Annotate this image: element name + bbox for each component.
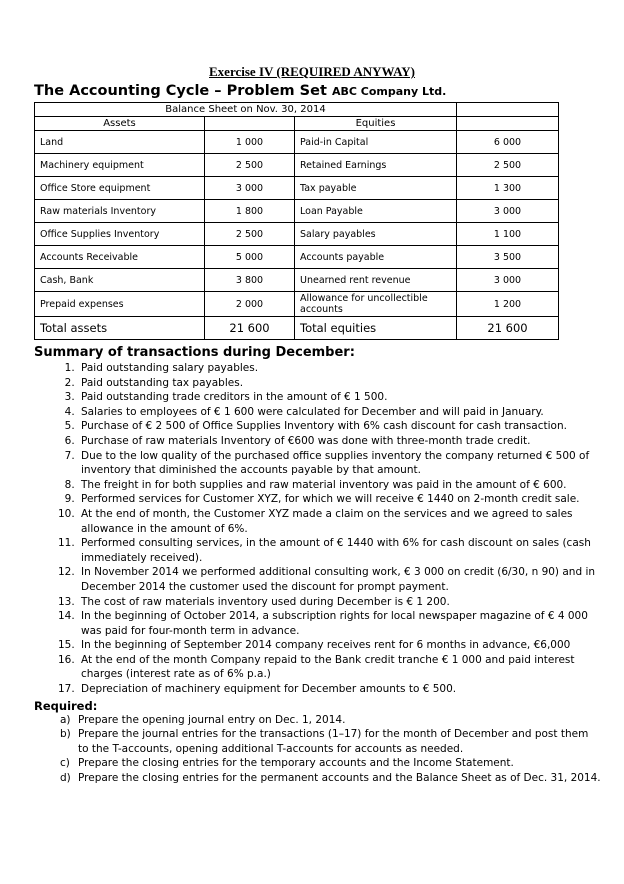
equities-column-header: Equities — [295, 117, 457, 131]
list-item: 12. In November 2014 we performed additional consulting work, € 3 000 on credit (6/30, n 90) and in December 2014 the customer used the discount for prompt payment. — [78, 565, 602, 594]
list-item: 15. In the beginning of September 2014 company receives rent for 6 months in advance, €6,000 — [78, 638, 602, 653]
required-list — [34, 713, 602, 786]
equity-value-cell: 1 100 — [457, 223, 559, 246]
total-assets-label: Total assets — [35, 317, 205, 340]
list-item: 14. In the beginning of October 2014, a subscription rights for local newspaper magazine of € 4 000 was paid for four-month term in advance. — [78, 609, 602, 638]
total-assets-value: 21 600 — [205, 317, 295, 340]
equities-value-header-empty — [457, 117, 559, 131]
transactions-heading: Summary of transactions during December: — [34, 345, 355, 360]
list-item: 2. Paid outstanding tax payables. — [78, 376, 602, 391]
required-item-label: a) — [60, 713, 71, 726]
asset-name-cell: Land — [35, 131, 205, 154]
equity-value-cell: 1 200 — [457, 292, 559, 317]
list-item: 11. Performed consulting services, in the amount of € 1440 with 6% for cash discount on sales (cash immediately received). — [78, 536, 602, 565]
list-item: 16. At the end of the month Company repaid to the Bank credit tranche € 1 000 and paid interest charges (interest rate as of 6% p.a.) — [78, 653, 602, 682]
total-equities-label: Total equities — [295, 317, 457, 340]
company-name: ABC Company Ltd. — [331, 85, 447, 98]
table-row — [35, 154, 559, 177]
total-equities-value: 21 600 — [457, 317, 559, 340]
list-item: 7. Due to the low quality of the purchased office supplies inventory the company returned € 500 of inventory that diminished the accounts payable by that amount. — [78, 449, 602, 478]
equity-name-cell: Tax payable — [295, 177, 457, 200]
balance-sheet-title-row — [35, 103, 559, 117]
table-row — [35, 246, 559, 269]
equity-name-cell: Paid-in Capital — [295, 131, 457, 154]
required-item-label: c) — [60, 757, 70, 770]
asset-name-cell: Machinery equipment — [35, 154, 205, 177]
equity-value-cell: 1 300 — [457, 177, 559, 200]
assets-value-header-empty — [205, 117, 295, 131]
asset-name-cell: Office Supplies Inventory — [35, 223, 205, 246]
asset-value-cell: 1 000 — [205, 131, 295, 154]
list-item: 9. Performed services for Customer XYZ, for which we will receive € 1440 on 2-month credit sale. — [78, 492, 602, 507]
asset-value-cell: 5 000 — [205, 246, 295, 269]
list-item: 1. Paid outstanding salary payables. — [78, 361, 602, 376]
list-item: 13. The cost of raw materials inventory used during December is € 1 200. — [78, 595, 602, 610]
asset-value-cell: 2 500 — [205, 223, 295, 246]
totals-row — [35, 317, 559, 340]
table-row — [35, 292, 559, 317]
equity-name-cell: Accounts payable — [295, 246, 457, 269]
asset-name-cell: Cash, Bank — [35, 269, 205, 292]
asset-name-cell: Raw materials Inventory — [35, 200, 205, 223]
equity-name-cell: Unearned rent revenue — [295, 269, 457, 292]
table-row — [35, 177, 559, 200]
asset-name-cell: Accounts Receivable — [35, 246, 205, 269]
table-row — [35, 223, 559, 246]
transactions-list — [34, 361, 602, 697]
list-item — [34, 713, 602, 728]
equity-value-cell: 2 500 — [457, 154, 559, 177]
list-item: 5. Purchase of € 2 500 of Office Supplies Inventory with 6% cash discount for cash transaction. — [78, 419, 602, 434]
equity-value-cell: 3 000 — [457, 200, 559, 223]
equity-value-cell: 3 500 — [457, 246, 559, 269]
required-item-text: Prepare the closing entries for the permanent accounts and the Balance Sheet as of Dec. 31, 2014. — [78, 772, 601, 785]
equity-value-cell: 6 000 — [457, 131, 559, 154]
list-item: 17. Depreciation of machinery equipment for December amounts to € 500. — [78, 682, 602, 697]
asset-value-cell: 3 800 — [205, 269, 295, 292]
balance-sheet-title: Balance Sheet on Nov. 30, 2014 — [35, 103, 457, 117]
balance-sheet-header-row — [35, 117, 559, 131]
list-item: 3. Paid outstanding trade creditors in the amount of € 1 500. — [78, 390, 602, 405]
required-item-label: b) — [60, 728, 71, 741]
list-item — [34, 756, 602, 771]
assets-column-header: Assets — [35, 117, 205, 131]
equity-name-cell: Salary payables — [295, 223, 457, 246]
asset-value-cell: 2 500 — [205, 154, 295, 177]
list-item: 10. At the end of month, the Customer XYZ made a claim on the services and we agreed to sales allowance in the amount of 6%. — [78, 507, 602, 536]
page-title — [34, 83, 602, 99]
exercise-title: Exercise IV (REQUIRED ANYWAY) — [209, 64, 415, 79]
list-item — [34, 771, 602, 786]
list-item: 8. The freight in for both supplies and raw material inventory was paid in the amount of € 600. — [78, 478, 602, 493]
equity-value-cell: 3 000 — [457, 269, 559, 292]
equity-name-cell: Loan Payable — [295, 200, 457, 223]
balance-sheet-table — [34, 102, 559, 340]
required-item-text: Prepare the closing entries for the temporary accounts and the Income Statement. — [78, 757, 514, 770]
equity-name-cell: Retained Earnings — [295, 154, 457, 177]
list-item — [34, 727, 602, 756]
equity-name-cell: Allowance for uncollectible accounts — [295, 292, 457, 317]
asset-value-cell: 3 000 — [205, 177, 295, 200]
required-item-text: Prepare the opening journal entry on Dec. 1, 2014. — [78, 713, 346, 726]
table-row — [35, 200, 559, 223]
table-row — [35, 131, 559, 154]
required-heading: Required: — [34, 698, 98, 713]
asset-value-cell: 2 000 — [205, 292, 295, 317]
table-row — [35, 269, 559, 292]
list-item: 6. Purchase of raw materials Inventory of €600 was done with three-month trade credit. — [78, 434, 602, 449]
balance-sheet-title-empty-cell — [457, 103, 559, 117]
asset-name-cell: Office Store equipment — [35, 177, 205, 200]
required-item-text: Prepare the journal entries for the transactions (1–17) for the month of December and post them to the T-accounts, opening additional T-accounts for accounts as needed. — [78, 728, 589, 755]
required-item-label: d) — [60, 772, 71, 785]
list-item: 4. Salaries to employees of € 1 600 were calculated for December and will paid in January. — [78, 405, 602, 420]
asset-name-cell: Prepaid expenses — [35, 292, 205, 317]
main-title-text: The Accounting Cycle – Problem Set — [34, 83, 327, 99]
asset-value-cell: 1 800 — [205, 200, 295, 223]
